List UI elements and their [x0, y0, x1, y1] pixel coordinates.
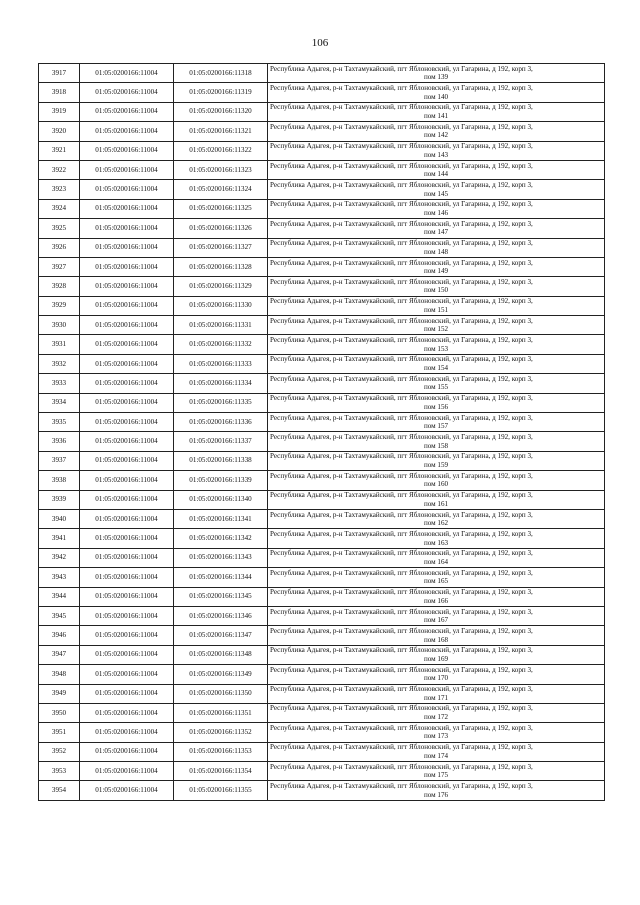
row-number-cell: 3953	[39, 762, 80, 781]
row-number-cell: 3948	[39, 665, 80, 684]
table-row	[39, 102, 605, 121]
parent-cadastral-cell: 01:05:0200166:11004	[80, 374, 174, 393]
address-line-2: пом 143	[423, 150, 449, 159]
parent-cadastral-cell: 01:05:0200166:11004	[80, 490, 174, 509]
address-line-2: пом 160	[423, 480, 449, 489]
table-row	[39, 296, 605, 315]
address-line-1: Республика Адыгея, р-н Тахтамукайский, пгт Яблоновский, ул Гагарина, д 192, корп 3,	[270, 723, 533, 732]
table-row	[39, 529, 605, 548]
address-line-1: Республика Адыгея, р-н Тахтамукайский, пгт Яблоновский, ул Гагарина, д 192, корп 3,	[270, 588, 533, 597]
address-line-1: Республика Адыгея, р-н Тахтамукайский, пгт Яблоновский, ул Гагарина, д 192, корп 3,	[270, 374, 533, 383]
cadastral-number-cell: 01:05:0200166:11345	[174, 587, 268, 606]
row-number-cell: 3954	[39, 781, 80, 800]
address-line-1: Республика Адыгея, р-н Тахтамукайский, пгт Яблоновский, ул Гагарина, д 192, корп 3,	[270, 64, 533, 73]
parent-cadastral-cell: 01:05:0200166:11004	[80, 296, 174, 315]
row-number-cell: 3941	[39, 529, 80, 548]
address-cell	[268, 257, 605, 276]
row-number-cell: 3919	[39, 102, 80, 121]
parent-cadastral-cell: 01:05:0200166:11004	[80, 665, 174, 684]
address-line-2: пом 163	[423, 538, 449, 547]
address-line-2: пом 168	[423, 635, 449, 644]
address-line-2: пом 146	[423, 208, 449, 217]
parent-cadastral-cell: 01:05:0200166:11004	[80, 122, 174, 141]
page-number: 106	[311, 37, 329, 49]
address-cell	[268, 432, 605, 451]
address-line-2: пом 175	[423, 771, 449, 780]
parent-cadastral-cell: 01:05:0200166:11004	[80, 83, 174, 102]
cadastral-number-cell: 01:05:0200166:11328	[174, 257, 268, 276]
row-number-cell: 3945	[39, 606, 80, 625]
address-cell	[268, 509, 605, 528]
row-number-cell: 3931	[39, 335, 80, 354]
parent-cadastral-cell: 01:05:0200166:11004	[80, 432, 174, 451]
address-cell	[268, 665, 605, 684]
table-row	[39, 762, 605, 781]
address-line-2: пом 153	[423, 344, 449, 353]
address-line-1: Республика Адыгея, р-н Тахтамукайский, пгт Яблоновский, ул Гагарина, д 192, корп 3,	[270, 665, 533, 674]
cadastral-number-cell: 01:05:0200166:11321	[174, 122, 268, 141]
table-row	[39, 781, 605, 800]
row-number-cell: 3943	[39, 568, 80, 587]
row-number-cell: 3929	[39, 296, 80, 315]
address-line-1: Республика Адыгея, р-н Тахтамукайский, пгт Яблоновский, ул Гагарина, д 192, корп 3,	[270, 83, 533, 92]
address-line-1: Республика Адыгея, р-н Тахтамукайский, пгт Яблоновский, ул Гагарина, д 192, корп 3,	[270, 394, 533, 403]
address-cell	[268, 568, 605, 587]
row-number-cell: 3934	[39, 393, 80, 412]
row-number-cell: 3923	[39, 180, 80, 199]
address-line-1: Республика Адыгея, р-н Тахтамукайский, пгт Яблоновский, ул Гагарина, д 192, корп 3,	[270, 782, 533, 791]
row-number-cell: 3927	[39, 257, 80, 276]
address-cell	[268, 199, 605, 218]
address-cell	[268, 316, 605, 335]
address-cell	[268, 684, 605, 703]
address-line-1: Республика Адыгея, р-н Тахтамукайский, пгт Яблоновский, ул Гагарина, д 192, корп 3,	[270, 452, 533, 461]
address-line-2: пом 141	[423, 111, 449, 120]
parent-cadastral-cell: 01:05:0200166:11004	[80, 568, 174, 587]
address-cell	[268, 122, 605, 141]
cadastral-number-cell: 01:05:0200166:11326	[174, 219, 268, 238]
address-line-1: Республика Адыгея, р-н Тахтамукайский, пгт Яблоновский, ул Гагарина, д 192, корп 3,	[270, 607, 533, 616]
cadastral-number-cell: 01:05:0200166:11347	[174, 626, 268, 645]
address-line-1: Республика Адыгея, р-н Тахтамукайский, пгт Яблоновский, ул Гагарина, д 192, корп 3,	[270, 646, 533, 655]
address-line-2: пом 148	[423, 247, 449, 256]
cadastral-number-cell: 01:05:0200166:11320	[174, 102, 268, 121]
parent-cadastral-cell: 01:05:0200166:11004	[80, 529, 174, 548]
cadastral-number-cell: 01:05:0200166:11341	[174, 509, 268, 528]
cadastral-number-cell: 01:05:0200166:11344	[174, 568, 268, 587]
address-line-1: Республика Адыгея, р-н Тахтамукайский, пгт Яблоновский, ул Гагарина, д 192, корп 3,	[270, 316, 533, 325]
row-number-cell: 3939	[39, 490, 80, 509]
address-line-2: пом 172	[423, 713, 449, 722]
address-line-1: Республика Адыгея, р-н Тахтамукайский, пгт Яблоновский, ул Гагарина, д 192, корп 3,	[270, 529, 533, 538]
cadastral-number-cell: 01:05:0200166:11355	[174, 781, 268, 800]
cadastral-number-cell: 01:05:0200166:11352	[174, 723, 268, 742]
row-number-cell: 3950	[39, 703, 80, 722]
parent-cadastral-cell: 01:05:0200166:11004	[80, 257, 174, 276]
address-line-1: Республика Адыгея, р-н Тахтамукайский, пгт Яблоновский, ул Гагарина, д 192, корп 3,	[270, 142, 533, 151]
address-line-2: пом 176	[423, 790, 449, 799]
table-row	[39, 568, 605, 587]
address-cell	[268, 587, 605, 606]
cadastral-number-cell: 01:05:0200166:11343	[174, 548, 268, 567]
row-number-cell: 3936	[39, 432, 80, 451]
address-line-2: пом 154	[423, 364, 449, 373]
address-line-2: пом 144	[423, 170, 449, 179]
parent-cadastral-cell: 01:05:0200166:11004	[80, 703, 174, 722]
address-cell	[268, 64, 605, 83]
address-line-2: пом 158	[423, 441, 449, 450]
table-row	[39, 141, 605, 160]
row-number-cell: 3944	[39, 587, 80, 606]
address-line-2: пом 147	[423, 228, 449, 237]
parent-cadastral-cell: 01:05:0200166:11004	[80, 277, 174, 296]
address-line-1: Республика Адыгея, р-н Тахтамукайский, пгт Яблоновский, ул Гагарина, д 192, корп 3,	[270, 258, 533, 267]
address-cell	[268, 626, 605, 645]
parent-cadastral-cell: 01:05:0200166:11004	[80, 762, 174, 781]
address-line-2: пом 165	[423, 577, 449, 586]
table-row	[39, 645, 605, 664]
table-row	[39, 723, 605, 742]
address-cell	[268, 781, 605, 800]
table-row	[39, 471, 605, 490]
address-line-1: Республика Адыгея, р-н Тахтамукайский, пгт Яблоновский, ул Гагарина, д 192, корп 3,	[270, 413, 533, 422]
address-cell	[268, 645, 605, 664]
row-number-cell: 3921	[39, 141, 80, 160]
cadastral-number-cell: 01:05:0200166:11337	[174, 432, 268, 451]
row-number-cell: 3918	[39, 83, 80, 102]
address-cell	[268, 490, 605, 509]
cadastral-number-cell: 01:05:0200166:11348	[174, 645, 268, 664]
parent-cadastral-cell: 01:05:0200166:11004	[80, 316, 174, 335]
parent-cadastral-cell: 01:05:0200166:11004	[80, 238, 174, 257]
address-line-2: пом 161	[423, 499, 449, 508]
table-row	[39, 665, 605, 684]
address-cell	[268, 529, 605, 548]
address-cell	[268, 102, 605, 121]
address-line-1: Республика Адыгея, р-н Тахтамукайский, пгт Яблоновский, ул Гагарина, д 192, корп 3,	[270, 239, 533, 248]
address-line-1: Республика Адыгея, р-н Тахтамукайский, пгт Яблоновский, ул Гагарина, д 192, корп 3,	[270, 626, 533, 635]
row-number-cell: 3951	[39, 723, 80, 742]
address-line-1: Республика Адыгея, р-н Тахтамукайский, пгт Яблоновский, ул Гагарина, д 192, корп 3,	[270, 549, 533, 558]
address-cell	[268, 238, 605, 257]
table-row	[39, 64, 605, 83]
address-line-2: пом 170	[423, 674, 449, 683]
table-row	[39, 199, 605, 218]
table-row	[39, 238, 605, 257]
address-line-2: пом 162	[423, 519, 449, 528]
address-line-1: Республика Адыгея, р-н Тахтамукайский, пгт Яблоновский, ул Гагарина, д 192, корп 3,	[270, 762, 533, 771]
address-line-1: Республика Адыгея, р-н Тахтамукайский, пгт Яблоновский, ул Гагарина, д 192, корп 3,	[270, 200, 533, 209]
address-line-2: пом 171	[423, 693, 449, 702]
address-line-1: Республика Адыгея, р-н Тахтамукайский, пгт Яблоновский, ул Гагарина, д 192, корп 3,	[270, 491, 533, 500]
address-cell	[268, 762, 605, 781]
cadastral-number-cell: 01:05:0200166:11351	[174, 703, 268, 722]
cadastral-number-cell: 01:05:0200166:11335	[174, 393, 268, 412]
table-row	[39, 548, 605, 567]
row-number-cell: 3946	[39, 626, 80, 645]
table-row	[39, 219, 605, 238]
address-cell	[268, 413, 605, 432]
address-line-2: пом 166	[423, 596, 449, 605]
row-number-cell: 3947	[39, 645, 80, 664]
address-line-2: пом 157	[423, 422, 449, 431]
parent-cadastral-cell: 01:05:0200166:11004	[80, 587, 174, 606]
parent-cadastral-cell: 01:05:0200166:11004	[80, 781, 174, 800]
table-row	[39, 742, 605, 761]
table-body	[39, 64, 605, 801]
cadastral-number-cell: 01:05:0200166:11353	[174, 742, 268, 761]
table-row	[39, 335, 605, 354]
address-line-2: пом 173	[423, 732, 449, 741]
row-number-cell: 3952	[39, 742, 80, 761]
row-number-cell: 3926	[39, 238, 80, 257]
row-number-cell: 3933	[39, 374, 80, 393]
cadastral-number-cell: 01:05:0200166:11334	[174, 374, 268, 393]
table-row	[39, 490, 605, 509]
address-line-2: пом 164	[423, 557, 449, 566]
address-line-1: Республика Адыгея, р-н Тахтамукайский, пгт Яблоновский, ул Гагарина, д 192, корп 3,	[270, 704, 533, 713]
cadastral-number-cell: 01:05:0200166:11318	[174, 64, 268, 83]
address-line-1: Республика Адыгея, р-н Тахтамукайский, пгт Яблоновский, ул Гагарина, д 192, корп 3,	[270, 277, 533, 286]
table-row	[39, 587, 605, 606]
address-line-2: пом 151	[423, 305, 449, 314]
address-line-2: пом 140	[423, 92, 449, 101]
row-number-cell: 3925	[39, 219, 80, 238]
parent-cadastral-cell: 01:05:0200166:11004	[80, 626, 174, 645]
table-row	[39, 354, 605, 373]
row-number-cell: 3942	[39, 548, 80, 567]
address-cell	[268, 160, 605, 179]
cadastral-number-cell: 01:05:0200166:11349	[174, 665, 268, 684]
table-row	[39, 703, 605, 722]
row-number-cell: 3938	[39, 471, 80, 490]
address-line-1: Республика Адыгея, р-н Тахтамукайский, пгт Яблоновский, ул Гагарина, д 192, корп 3,	[270, 510, 533, 519]
address-line-1: Республика Адыгея, р-н Тахтамукайский, пгт Яблоновский, ул Гагарина, д 192, корп 3,	[270, 103, 533, 112]
address-line-1: Республика Адыгея, р-н Тахтамукайский, пгт Яблоновский, ул Гагарина, д 192, корп 3,	[270, 685, 533, 694]
parent-cadastral-cell: 01:05:0200166:11004	[80, 335, 174, 354]
parent-cadastral-cell: 01:05:0200166:11004	[80, 451, 174, 470]
address-line-1: Республика Адыгея, р-н Тахтамукайский, пгт Яблоновский, ул Гагарина, д 192, корп 3,	[270, 219, 533, 228]
table-row	[39, 122, 605, 141]
row-number-cell: 3922	[39, 160, 80, 179]
address-line-1: Республика Адыгея, р-н Тахтамукайский, пгт Яблоновский, ул Гагарина, д 192, корп 3,	[270, 122, 533, 131]
address-line-2: пом 152	[423, 325, 449, 334]
address-line-2: пом 149	[423, 267, 449, 276]
table-row	[39, 413, 605, 432]
parent-cadastral-cell: 01:05:0200166:11004	[80, 141, 174, 160]
table-row	[39, 277, 605, 296]
row-number-cell: 3940	[39, 509, 80, 528]
address-line-1: Республика Адыгея, р-н Тахтамукайский, пгт Яблоновский, ул Гагарина, д 192, корп 3,	[270, 297, 533, 306]
cadastral-number-cell: 01:05:0200166:11319	[174, 83, 268, 102]
address-line-1: Республика Адыгея, р-н Тахтамукайский, пгт Яблоновский, ул Гагарина, д 192, корп 3,	[270, 568, 533, 577]
address-line-1: Республика Адыгея, р-н Тахтамукайский, пгт Яблоновский, ул Гагарина, д 192, корп 3,	[270, 471, 533, 480]
parent-cadastral-cell: 01:05:0200166:11004	[80, 160, 174, 179]
address-line-2: пом 159	[423, 461, 449, 469]
address-cell	[268, 219, 605, 238]
table-row	[39, 606, 605, 625]
cadastral-number-cell: 01:05:0200166:11325	[174, 199, 268, 218]
parent-cadastral-cell: 01:05:0200166:11004	[80, 509, 174, 528]
address-cell	[268, 354, 605, 373]
table-row	[39, 626, 605, 645]
cadastral-number-cell: 01:05:0200166:11342	[174, 529, 268, 548]
address-line-2: пом 145	[423, 189, 449, 198]
address-line-2: пом 174	[423, 751, 449, 760]
cadastral-number-cell: 01:05:0200166:11322	[174, 141, 268, 160]
row-number-cell: 3917	[39, 64, 80, 83]
parent-cadastral-cell: 01:05:0200166:11004	[80, 102, 174, 121]
table-row	[39, 393, 605, 412]
table-row	[39, 83, 605, 102]
address-line-2: пом 142	[423, 131, 449, 140]
parent-cadastral-cell: 01:05:0200166:11004	[80, 645, 174, 664]
address-cell	[268, 180, 605, 199]
address-line-1: Республика Адыгея, р-н Тахтамукайский, пгт Яблоновский, ул Гагарина, д 192, корп 3,	[270, 336, 533, 345]
row-number-cell: 3928	[39, 277, 80, 296]
row-number-cell: 3932	[39, 354, 80, 373]
cadastral-number-cell: 01:05:0200166:11329	[174, 277, 268, 296]
address-line-2: пом 139	[423, 73, 449, 82]
cadastral-number-cell: 01:05:0200166:11332	[174, 335, 268, 354]
table-row	[39, 257, 605, 276]
table-row	[39, 509, 605, 528]
cadastral-number-cell: 01:05:0200166:11339	[174, 471, 268, 490]
row-number-cell: 3949	[39, 684, 80, 703]
address-line-2: пом 155	[423, 383, 449, 392]
parent-cadastral-cell: 01:05:0200166:11004	[80, 548, 174, 567]
cadastral-number-cell: 01:05:0200166:11346	[174, 606, 268, 625]
address-cell	[268, 335, 605, 354]
table-row	[39, 432, 605, 451]
row-number-cell: 3930	[39, 316, 80, 335]
address-line-1: Республика Адыгея, р-н Тахтамукайский, пгт Яблоновский, ул Гагарина, д 192, корп 3,	[270, 161, 533, 170]
cadastral-number-cell: 01:05:0200166:11331	[174, 316, 268, 335]
address-cell	[268, 83, 605, 102]
cadastral-number-cell: 01:05:0200166:11336	[174, 413, 268, 432]
parent-cadastral-cell: 01:05:0200166:11004	[80, 180, 174, 199]
address-line-2: пом 167	[423, 616, 449, 625]
table-row	[39, 684, 605, 703]
address-cell	[268, 277, 605, 296]
property-table	[38, 63, 605, 801]
address-cell	[268, 141, 605, 160]
address-cell	[268, 374, 605, 393]
cadastral-number-cell: 01:05:0200166:11324	[174, 180, 268, 199]
address-line-1: Республика Адыгея, р-н Тахтамукайский, пгт Яблоновский, ул Гагарина, д 192, корп 3,	[270, 180, 533, 189]
parent-cadastral-cell: 01:05:0200166:11004	[80, 354, 174, 373]
address-line-1: Республика Адыгея, р-н Тахтамукайский, пгт Яблоновский, ул Гагарина, д 192, корп 3,	[270, 355, 533, 364]
cadastral-number-cell: 01:05:0200166:11338	[174, 451, 268, 470]
table-row	[39, 374, 605, 393]
table-row	[39, 316, 605, 335]
address-cell	[268, 393, 605, 412]
address-line-2: пом 150	[423, 286, 449, 295]
address-cell	[268, 296, 605, 315]
row-number-cell: 3935	[39, 413, 80, 432]
table-row	[39, 180, 605, 199]
address-line-2: пом 169	[423, 654, 449, 663]
address-cell	[268, 742, 605, 761]
parent-cadastral-cell: 01:05:0200166:11004	[80, 742, 174, 761]
parent-cadastral-cell: 01:05:0200166:11004	[80, 606, 174, 625]
address-cell	[268, 451, 605, 470]
parent-cadastral-cell: 01:05:0200166:11004	[80, 64, 174, 83]
parent-cadastral-cell: 01:05:0200166:11004	[80, 723, 174, 742]
cadastral-number-cell: 01:05:0200166:11354	[174, 762, 268, 781]
cadastral-number-cell: 01:05:0200166:11340	[174, 490, 268, 509]
row-number-cell: 3937	[39, 451, 80, 470]
address-line-2: пом 156	[423, 402, 449, 411]
parent-cadastral-cell: 01:05:0200166:11004	[80, 199, 174, 218]
address-cell	[268, 606, 605, 625]
cadastral-number-cell: 01:05:0200166:11333	[174, 354, 268, 373]
table-row	[39, 451, 605, 470]
address-cell	[268, 471, 605, 490]
address-cell	[268, 703, 605, 722]
parent-cadastral-cell: 01:05:0200166:11004	[80, 413, 174, 432]
table-row	[39, 160, 605, 179]
address-cell	[268, 548, 605, 567]
address-line-1: Республика Адыгея, р-н Тахтамукайский, пгт Яблоновский, ул Гагарина, д 192, корп 3,	[270, 743, 533, 752]
cadastral-number-cell: 01:05:0200166:11330	[174, 296, 268, 315]
address-cell	[268, 723, 605, 742]
cadastral-number-cell: 01:05:0200166:11323	[174, 160, 268, 179]
row-number-cell: 3924	[39, 199, 80, 218]
parent-cadastral-cell: 01:05:0200166:11004	[80, 684, 174, 703]
parent-cadastral-cell: 01:05:0200166:11004	[80, 219, 174, 238]
parent-cadastral-cell: 01:05:0200166:11004	[80, 393, 174, 412]
row-number-cell: 3920	[39, 122, 80, 141]
cadastral-number-cell: 01:05:0200166:11350	[174, 684, 268, 703]
cadastral-number-cell: 01:05:0200166:11327	[174, 238, 268, 257]
address-line-1: Республика Адыгея, р-н Тахтамукайский, пгт Яблоновский, ул Гагарина, д 192, корп 3,	[270, 433, 533, 442]
parent-cadastral-cell: 01:05:0200166:11004	[80, 471, 174, 490]
